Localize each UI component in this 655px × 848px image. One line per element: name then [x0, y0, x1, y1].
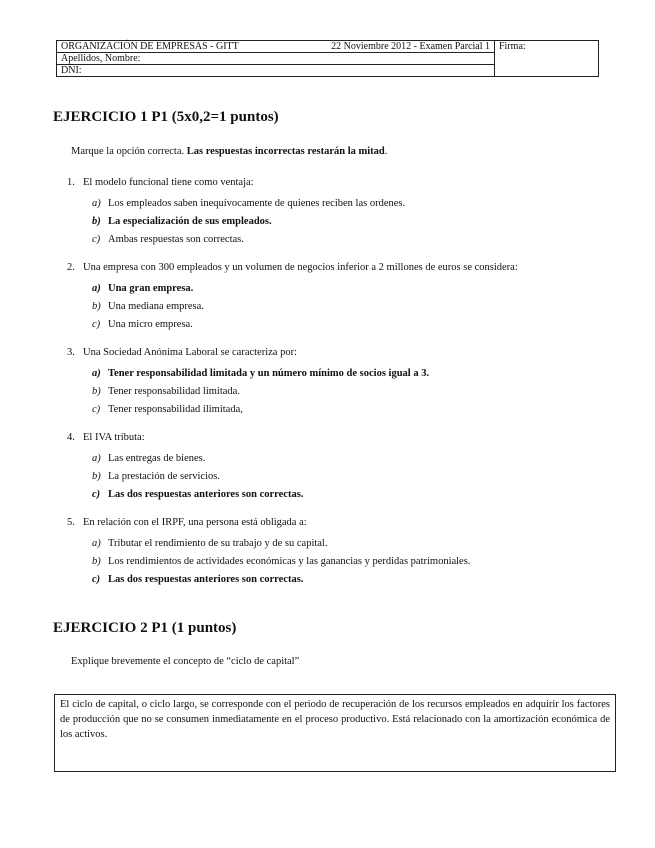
option-text: Una micro empresa.: [108, 319, 193, 330]
question-number: 4.: [67, 432, 75, 443]
option-2c[interactable]: [92, 316, 627, 334]
question-text: El modelo funcional tiene como ventaja:: [83, 177, 254, 188]
id-field[interactable]: [57, 65, 495, 77]
question-3: [67, 344, 627, 419]
question-text: El IVA tributa:: [83, 432, 145, 443]
option-3b[interactable]: [92, 383, 627, 401]
option-letter: a): [92, 453, 101, 464]
exercise2-title: EJERCICIO 2 P1 (1 puntos): [53, 620, 237, 636]
option-letter: c): [92, 234, 101, 245]
option-text: Las entregas de bienes.: [108, 453, 206, 464]
option-5c[interactable]: [92, 571, 627, 589]
option-2b[interactable]: [92, 298, 627, 316]
option-letter: b): [92, 301, 101, 312]
option-letter: c): [92, 489, 101, 500]
option-text: Tener responsabilidad ilimitada,: [108, 404, 243, 415]
option-text: Una gran empresa.: [108, 283, 194, 294]
signature-field[interactable]: [495, 41, 599, 77]
question-number: 2.: [67, 262, 75, 273]
question-text: En relación con el IRPF, una persona está obligada a:: [83, 517, 307, 528]
option-4a[interactable]: [92, 450, 627, 468]
option-text: Las dos respuestas anteriores son correctas.: [108, 489, 304, 500]
option-letter: a): [92, 538, 101, 549]
exercise1-instruction: [71, 146, 387, 157]
option-letter: b): [92, 386, 101, 397]
option-2a[interactable]: [92, 280, 627, 298]
signature-label: Firma:: [499, 41, 526, 52]
id-label: DNI:: [61, 65, 82, 76]
exam-date: 22 Noviembre 2012 - Examen Parcial 1: [331, 41, 490, 52]
name-label: Apellidos, Nombre:: [61, 53, 141, 64]
option-text: Una mediana empresa.: [108, 301, 204, 312]
course-name: ORGANIZACIÓN DE EMPRESAS - GITT: [61, 41, 239, 52]
question-2: [67, 259, 627, 334]
option-1a[interactable]: [92, 195, 627, 213]
option-3c[interactable]: [92, 401, 627, 419]
question-number: 1.: [67, 177, 75, 188]
option-letter: c): [92, 319, 101, 330]
instruction-bold: Las respuestas incorrectas restarán la mitad: [186, 146, 385, 157]
option-letter: c): [92, 574, 101, 585]
option-text: Tener responsabilidad limitada.: [108, 386, 240, 397]
option-text: Los rendimientos de actividades económicas y las ganancias y perdidas patrimoniales.: [108, 556, 471, 567]
option-text: La especialización de sus empleados.: [108, 216, 272, 227]
question-1: [67, 174, 627, 249]
option-text: Tributar el rendimiento de su trabajo y de su capital.: [108, 538, 328, 549]
option-text: Ambas respuestas son correctas.: [108, 234, 244, 245]
option-4c[interactable]: [92, 486, 627, 504]
option-1c[interactable]: [92, 231, 627, 249]
option-text: Los empleados saben inequívocamente de quienes reciben las ordenes.: [108, 198, 406, 209]
option-letter: a): [92, 368, 101, 379]
option-letter: c): [92, 404, 101, 415]
option-5b[interactable]: [92, 553, 627, 571]
option-text: Tener responsabilidad limitada y un número mínimo de socios igual a 3.: [108, 368, 430, 379]
question-text: Una Sociedad Anónima Laboral se caracteriza por:: [83, 347, 297, 358]
header-course-row: [57, 41, 495, 53]
exercise2-instruction: Explique brevemente el concepto de “ciclo de capital”: [71, 656, 300, 667]
option-1b[interactable]: [92, 213, 627, 231]
option-3a[interactable]: [92, 365, 627, 383]
question-text: Una empresa con 300 empleados y un volumen de negocios inferior a 2 millones de euros se considera:: [83, 262, 518, 273]
instruction-end: .: [384, 146, 388, 157]
question-5: [67, 514, 627, 589]
option-letter: a): [92, 283, 101, 294]
option-letter: b): [92, 216, 101, 227]
option-text: La prestación de servicios.: [108, 471, 220, 482]
option-letter: b): [92, 556, 101, 567]
option-text: Las dos respuestas anteriores son correctas.: [108, 574, 304, 585]
answer-box[interactable]: El ciclo de capital, o ciclo largo, se corresponde con el periodo de recuperación de los recursos empleados en adquirir los factores de producción que no se consumen inmediatamente en el proceso productivo. Está relacionado con la amortización económica de los activos.: [54, 694, 616, 772]
name-field[interactable]: [57, 53, 495, 65]
instruction-text: Marque la opción correcta.: [71, 146, 185, 157]
option-4b[interactable]: [92, 468, 627, 486]
question-list: [67, 174, 627, 599]
option-letter: b): [92, 471, 101, 482]
question-4: [67, 429, 627, 504]
option-letter: a): [92, 198, 101, 209]
question-number: 3.: [67, 347, 75, 358]
question-number: 5.: [67, 517, 75, 528]
exam-header: [56, 40, 599, 77]
option-5a[interactable]: [92, 535, 627, 553]
exercise1-title: EJERCICIO 1 P1 (5x0,2=1 puntos): [53, 109, 279, 125]
